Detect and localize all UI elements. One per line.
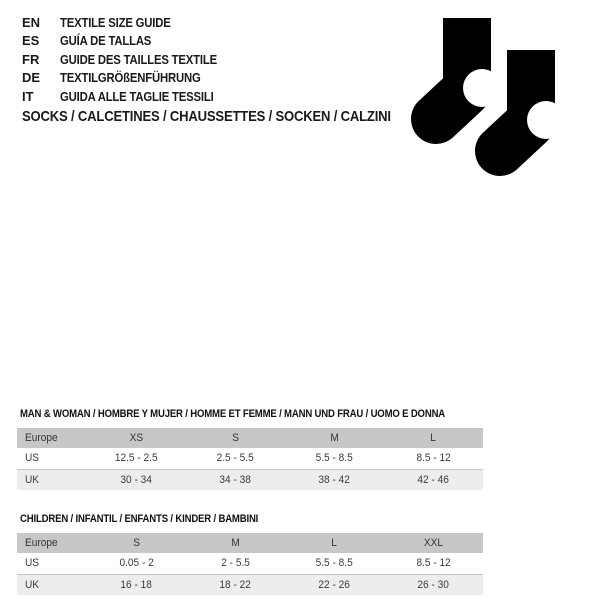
category-heading: SOCKS / CALCETINES / CHAUSSETTES / SOCKEN / CALZINI [22,108,391,125]
language-label: GUÍA DE TALLAS [60,33,152,49]
size-cell: 30 - 34 [120,473,153,486]
table-row-uk [17,574,483,595]
size-cell: 8.5 - 12 [384,553,483,574]
language-code: FR [22,51,40,67]
table-row-uk [17,469,483,490]
size-cell: 42 - 46 [417,473,450,486]
table-title: CHILDREN / INFANTIL / ENFANTS / KINDER / BAMBINI [20,513,259,525]
language-code: EN [22,14,41,30]
header-cell-size: L [331,537,338,549]
table-header-row [17,428,483,448]
table-title: MAN & WOMAN / HOMBRE Y MUJER / HOMME ET FEMME / MANN UND FRAU / UOMO E DONNA [20,408,446,420]
header-cell-size: XS [129,432,144,444]
size-table [17,428,483,490]
size-cell: 16 - 18 [120,578,153,591]
header-cell-size: XXL [423,537,444,549]
language-label: GUIDE DES TAILLES TEXTILE [60,51,217,67]
table-row-us [17,553,483,574]
language-row-es [22,32,240,51]
language-code: DE [22,70,41,86]
header-cell-size: S [232,432,239,444]
size-cell: 2.5 - 5.5 [186,448,285,469]
language-label: TEXTILE SIZE GUIDE [60,14,171,30]
language-row-de [22,69,240,88]
socks-icon [404,10,569,188]
size-cell: 34 - 38 [219,473,252,486]
row-label: UK [25,473,40,486]
size-cell: 38 - 42 [318,473,351,486]
language-code: IT [22,88,34,104]
header-cell-size: S [133,537,140,549]
language-label: GUIDA ALLE TAGLIE TESSILI [60,88,214,104]
language-list [22,13,240,106]
language-row-en [22,13,240,32]
size-table-children [17,513,483,595]
size-table-man-woman [17,408,483,490]
size-cell: 5.5 - 8.5 [285,553,384,574]
size-table [17,533,483,595]
language-row-it [22,87,240,106]
row-label: US [17,448,87,469]
header-cell-size: M [330,432,339,444]
language-row-fr [22,50,240,69]
row-label: US [17,553,87,574]
size-cell: 12.5 - 2.5 [87,448,186,469]
header-cell-size: M [231,537,240,549]
size-cell: 26 - 30 [417,578,450,591]
size-cell: 8.5 - 12 [384,448,483,469]
size-cell: 2 - 5.5 [186,553,285,574]
row-label: UK [25,578,40,591]
header-cell-region: Europe [25,432,58,444]
size-cell: 5.5 - 8.5 [285,448,384,469]
header-cell-region: Europe [25,537,58,549]
table-header-row [17,533,483,553]
header-cell-size: L [430,432,437,444]
size-cell: 18 - 22 [219,578,252,591]
language-label: TEXTILGRÖßENFÜHRUNG [60,70,201,86]
size-cell: 22 - 26 [318,578,351,591]
language-code: ES [22,33,40,49]
size-cell: 0.05 - 2 [87,553,186,574]
table-row-us [17,448,483,469]
